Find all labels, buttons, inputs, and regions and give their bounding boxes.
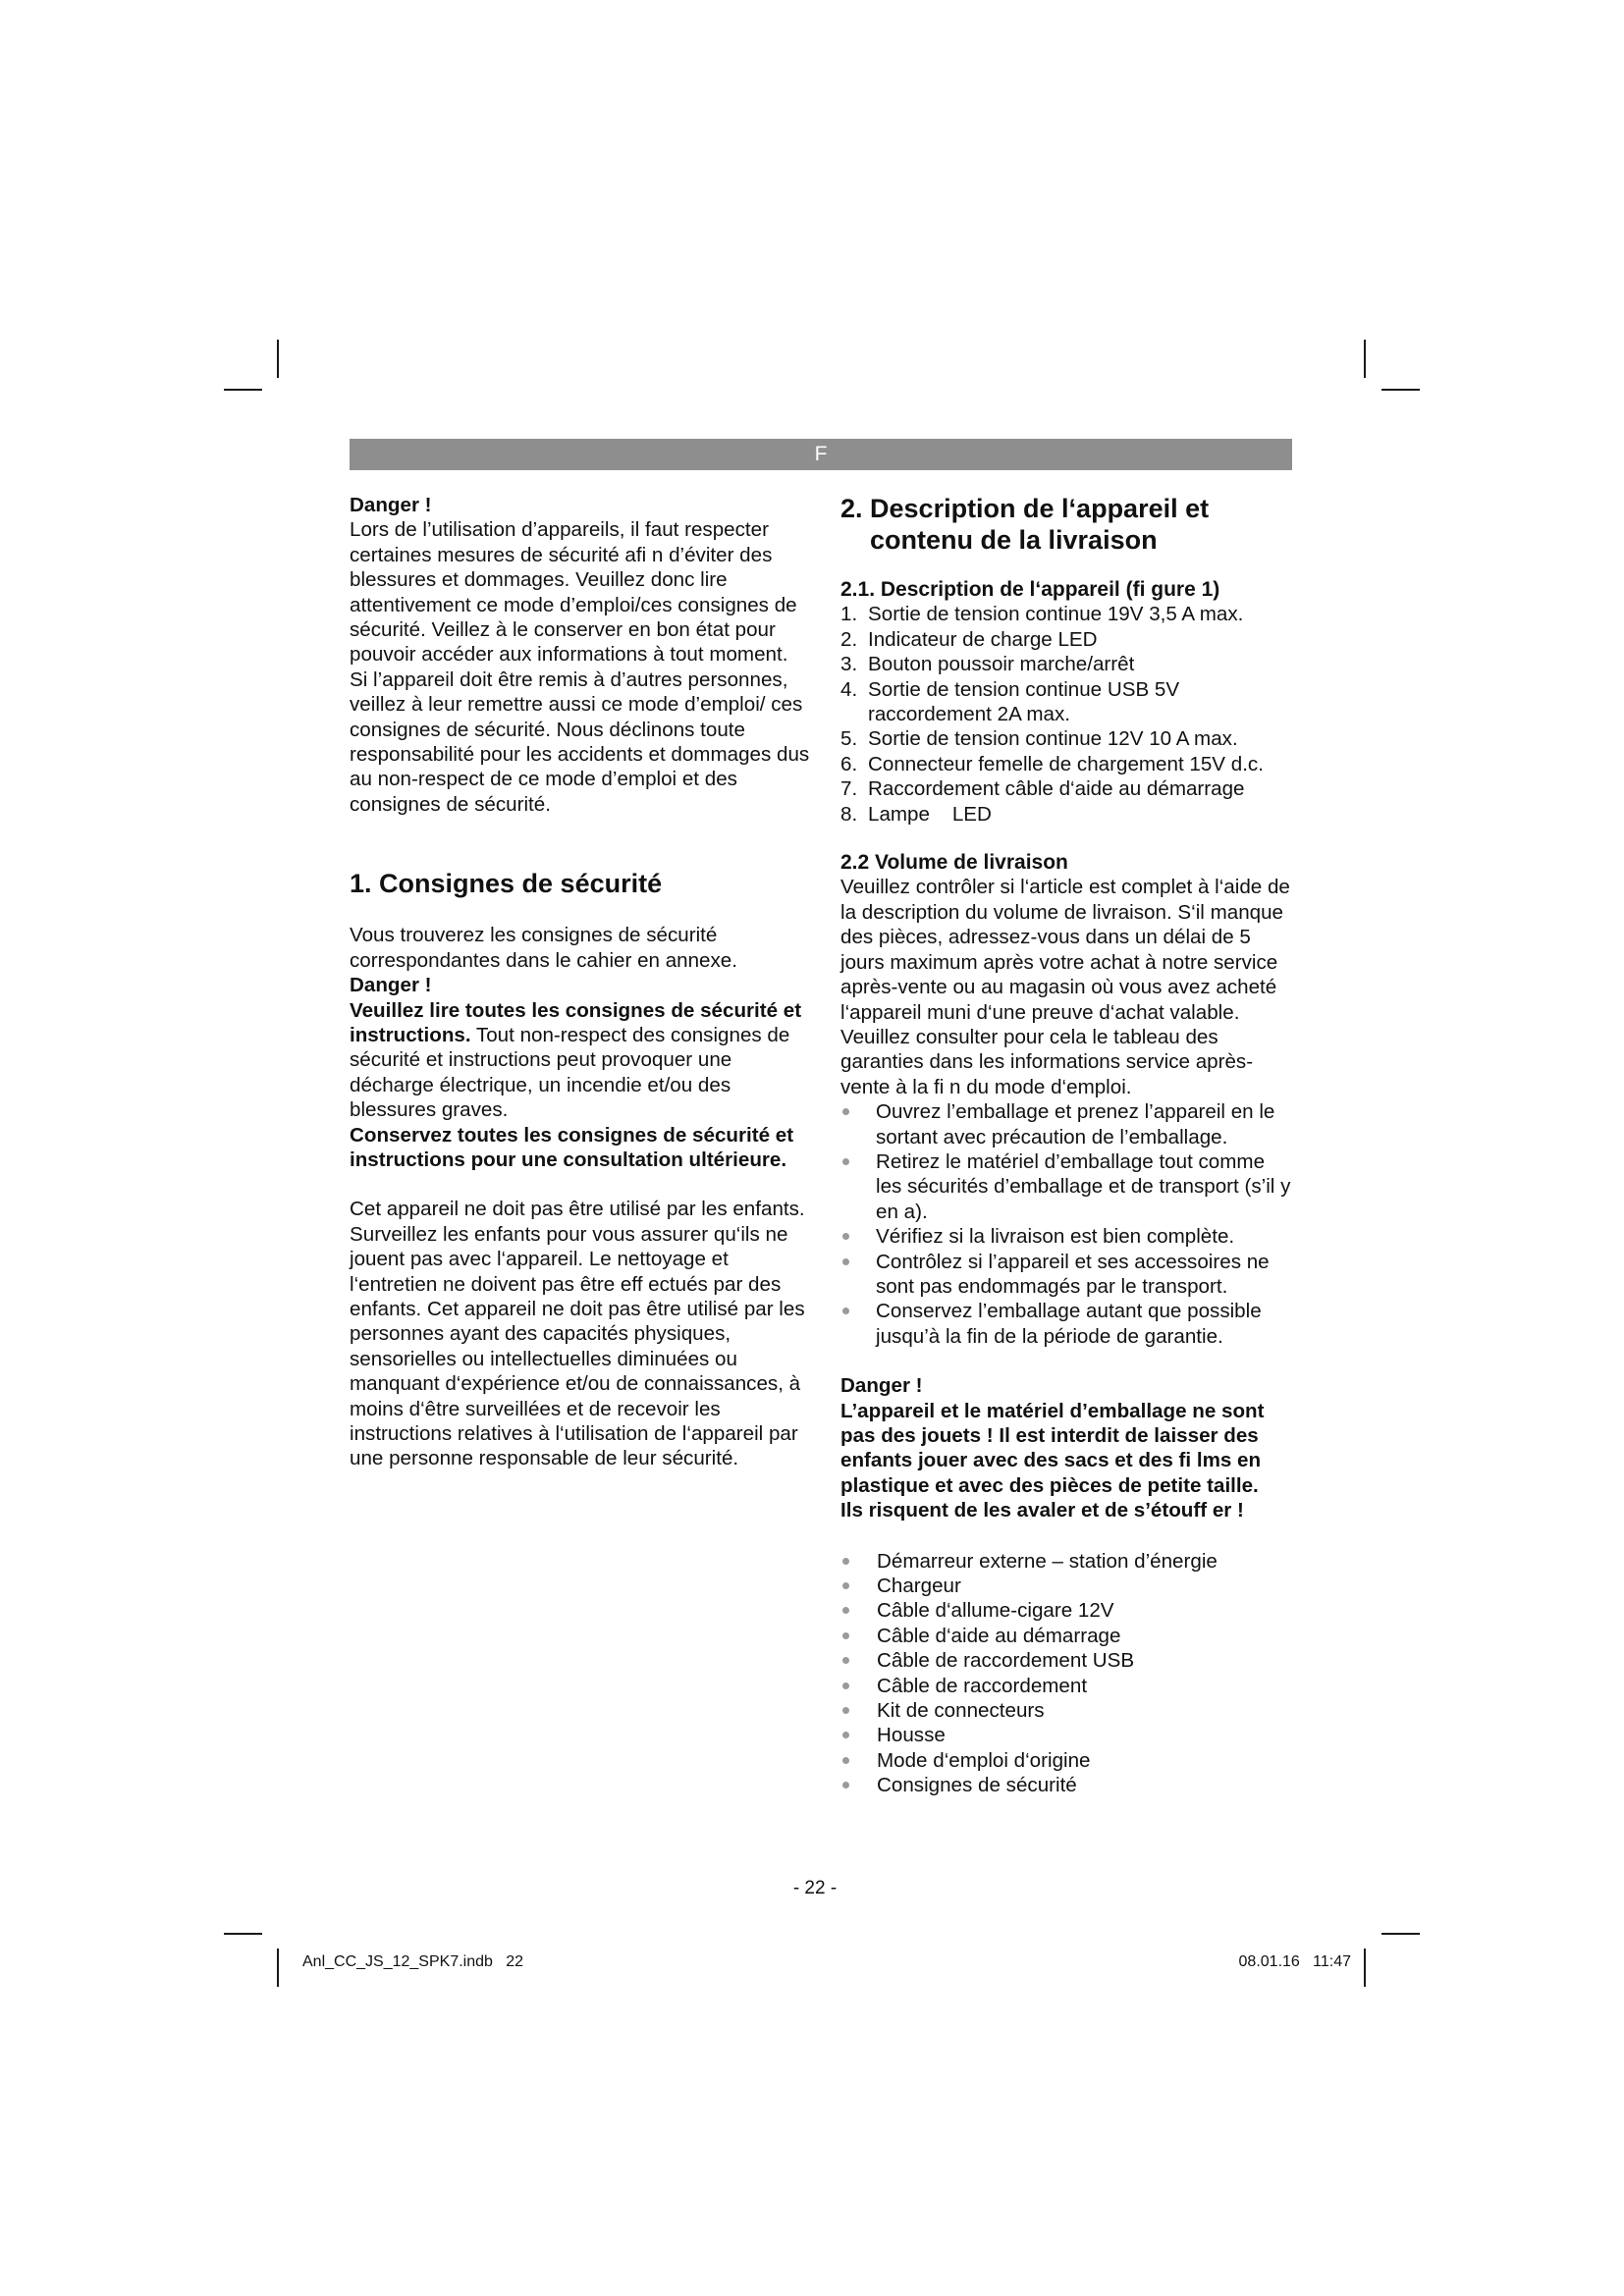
list-item: 2. Indicateur de charge LED — [840, 627, 1098, 651]
list-item: Démarreur externe – station d’énergie — [840, 1549, 1294, 1574]
list-item: Câble de raccordement USB — [840, 1648, 1294, 1673]
crop-mark — [277, 1949, 279, 1987]
bullet-icon — [842, 1732, 849, 1738]
left-column — [350, 493, 811, 1471]
warning-paragraph — [350, 998, 811, 1123]
packaging-danger-block — [840, 1373, 1294, 1522]
language-header-bar — [350, 439, 1292, 470]
right-column — [840, 493, 1294, 1798]
crop-mark — [277, 340, 279, 378]
list-item: Câble d‘allume-cigare 12V — [840, 1598, 1294, 1623]
danger-line: plastique et avec des pièces de petite taille. — [840, 1473, 1259, 1497]
danger-line: enfants jouer avec des sacs et des fi lms en — [840, 1449, 1262, 1472]
list-item: 6. Connecteur femelle de chargement 15V d.c. — [840, 752, 1264, 775]
list-item: 5. Sortie de tension continue 12V 10 A max. — [840, 727, 1238, 751]
children-paragraph: Cet appareil ne doit pas être utilisé par les enfants. Surveillez les enfants pour vous assurer qu‘ils ne jouent pas avec l‘appareil. Le nettoyage et l‘entretien ne doivent pas être eff ectués par des enfants. Cet appareil ne doit pas être utilisé par les personnes ayant des capacités physiques, sensorielles ou intellectuelles diminuées ou manquant d‘expérience et/ou de connaissances, à moins d‘être surveillées et de recevoir les instructions relatives à l‘utilisation de l‘appareil par une personne responsable de leur sécurité. — [350, 1198, 805, 1470]
crop-mark — [1364, 1949, 1366, 1987]
bullet-icon — [842, 1558, 849, 1565]
section-1-intro: Vous trouverez les consignes de sécurité correspondantes dans le cahier en annexe. — [350, 924, 737, 972]
bullet-icon — [842, 1233, 849, 1240]
crop-mark — [224, 389, 262, 391]
language-code: F — [814, 443, 828, 465]
list-item: Chargeur — [840, 1574, 1294, 1598]
list-item: Contrôlez si l’appareil et ses accessoires ne sont pas endommagés par le transport. — [840, 1250, 1294, 1300]
bullet-icon — [842, 1782, 849, 1789]
footer-file-name: Anl_CC_JS_12_SPK7.indb 22 — [302, 1953, 524, 1970]
bullet-icon — [842, 1707, 849, 1714]
danger-label: Danger ! — [840, 1374, 923, 1398]
section-1-title: 1. Consignes de sécurité — [350, 869, 663, 899]
bullet-icon — [842, 1757, 849, 1764]
keep-instructions-text: Conservez toutes les consignes de sécurité et instructions pour une consultation ultérieure. — [350, 1123, 794, 1171]
delivery-paragraph: Veuillez contrôler si l‘article est complet à l‘aide de la description du volume de livraison. S‘il manque des pièces, adressez-vous dans un délai de 5 jours maximum après votre achat à notre service après-vente ou au magasin où vous avez acheté l‘appareil muni d‘une preuve d‘achat valable. Veuillez consulter pour cela le tableau des garanties dans les informations service après-vente à la fi n du mode d‘emploi. — [840, 876, 1290, 1098]
bullet-icon — [842, 1158, 849, 1165]
list-item: Consignes de sécurité — [840, 1773, 1294, 1797]
list-item: Câble d‘aide au démarrage — [840, 1624, 1294, 1648]
footer-timestamp: 08.01.16 11:47 — [1238, 1953, 1351, 1970]
bullet-icon — [842, 1258, 849, 1265]
crop-mark — [1381, 1933, 1420, 1935]
crop-mark — [224, 1933, 262, 1935]
intro-danger-heading: Danger ! — [350, 494, 432, 516]
danger-label: Danger ! — [350, 974, 432, 997]
list-item: Câble de raccordement — [840, 1674, 1294, 1698]
subsection-2-2-title: 2.2 Volume de livraison — [840, 851, 1068, 875]
bullet-icon — [842, 1308, 849, 1314]
crop-mark — [1364, 340, 1366, 378]
bullet-icon — [842, 1657, 849, 1664]
list-item: Retirez le matériel d’emballage tout comme les sécurités d’emballage et de transport (s’il y en a). — [840, 1149, 1294, 1224]
bullet-icon — [842, 1607, 849, 1614]
bullet-icon — [842, 1682, 849, 1689]
list-item: Vérifiez si la livraison est bien complète. — [840, 1224, 1294, 1249]
danger-line: Ils risquent de les avaler et de s’étouff er ! — [840, 1499, 1244, 1522]
delivery-contents-list — [840, 1549, 1294, 1798]
bullet-icon — [842, 1108, 849, 1115]
parts-list — [840, 602, 1294, 827]
list-item: Mode d‘emploi d‘origine — [840, 1748, 1294, 1773]
page-number: - 22 - — [792, 1878, 838, 1898]
list-item: 1. Sortie de tension continue 19V 3,5 A max. — [840, 603, 1244, 626]
warning-rest: Tout non-respect des consignes de sécurité et instructions peut provoquer une décharge électrique, un incendie et/ou des blessures graves. — [350, 1023, 790, 1122]
list-item: Kit de connecteurs — [840, 1698, 1294, 1723]
warning-bold: Veuillez lire toutes les consignes de sécurité et instructions. — [350, 998, 802, 1046]
list-item: Housse — [840, 1723, 1294, 1747]
subsection-2-1-title: 2.1. Description de l‘appareil (fi gure 1) — [840, 578, 1220, 601]
list-item: Conservez l’emballage autant que possible jusqu’à la fin de la période de garantie. — [840, 1299, 1294, 1349]
danger-line: pas des jouets ! Il est interdit de laisser des — [840, 1424, 1259, 1447]
unpacking-steps-list — [840, 1099, 1294, 1349]
section-2-title: 2. Description de l‘appareil et contenu de la livraison — [840, 494, 1210, 555]
list-item: 7. Raccordement câble d‘aide au démarrage — [840, 777, 1245, 801]
crop-mark — [1381, 389, 1420, 391]
list-item: Ouvrez l’emballage et prenez l’appareil en le sortant avec précaution de l’emballage. — [840, 1099, 1294, 1149]
list-item: 8. Lampe LED — [840, 802, 992, 826]
bullet-icon — [842, 1582, 849, 1589]
list-item: 4. Sortie de tension continue USB 5V raccordement 2A max. — [840, 677, 1180, 726]
bullet-icon — [842, 1632, 849, 1639]
list-item: 3. Bouton poussoir marche/arrêt — [840, 653, 1135, 676]
intro-paragraph: Lors de l’utilisation d’appareils, il faut respecter certaines mesures de sécurité afi n d’éviter des blessures et dommages. Veuillez donc lire attentivement ce mode d’emploi/ces consignes de sécurité. Veillez à le conserver en bon état pour pouvoir accéder aux informations à tout moment. Si l’appareil doit être remis à d’autres personnes, veillez à leur remettre aussi ce mode d’emploi/ ces consignes de sécurité. Nous déclinons toute responsabilité pour les accidents et dommages dus au non-respect de ce mode d’emploi et des consignes de sécurité. — [350, 518, 810, 816]
danger-line: L’appareil et le matériel d’emballage ne sont — [840, 1399, 1265, 1422]
